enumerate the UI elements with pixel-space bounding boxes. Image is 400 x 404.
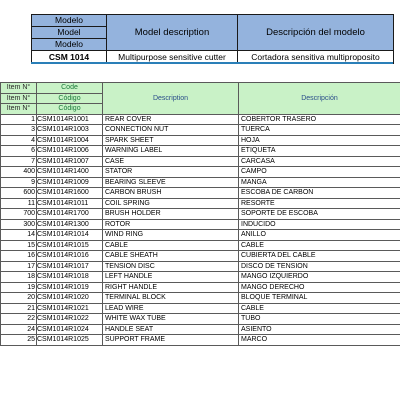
part-description-cell: CASE (103, 156, 239, 167)
part-description-cell: CARBON BRUSH (103, 188, 239, 199)
part-description-es-cell: CABLE (239, 240, 400, 251)
part-description-cell: RIGHT HANDLE (103, 282, 239, 293)
table-row (1, 261, 400, 272)
part-code-cell: CSM1014R1009 (37, 177, 103, 188)
part-description-cell: TERMINAL BLOCK (103, 293, 239, 304)
part-code-cell: CSM1014R1018 (37, 272, 103, 283)
table-row (1, 230, 400, 241)
part-description-es-cell: SOPORTE DE ESCOBA (239, 209, 400, 220)
model-description-heading: Model description (107, 15, 238, 51)
code-header: Código (37, 104, 103, 115)
part-description-es-cell: CARCASA (239, 156, 400, 167)
table-row (1, 188, 400, 199)
part-description-cell: TENSION DISC (103, 261, 239, 272)
part-description-cell: STATOR (103, 167, 239, 178)
model-label-3: Modelo (32, 39, 107, 51)
item-number-cell: 400 (1, 167, 37, 178)
item-number-cell: 4 (1, 135, 37, 146)
table-row (1, 177, 400, 188)
part-description-cell: HANDLE SEAT (103, 324, 239, 335)
part-description-es-cell: HOJA (239, 135, 400, 146)
table-row (1, 156, 400, 167)
part-description-cell: ROTOR (103, 219, 239, 230)
part-description-es-cell: ESCOBA DE CARBON (239, 188, 400, 199)
part-code-cell: CSM1014R1003 (37, 125, 103, 136)
part-description-cell: CABLE (103, 240, 239, 251)
table-row (1, 114, 400, 125)
part-description-cell: SPARK SHEET (103, 135, 239, 146)
item-number-cell: 3 (1, 125, 37, 136)
item-number-cell: 20 (1, 293, 37, 304)
item-number-cell: 16 (1, 251, 37, 262)
parts-table-body (1, 114, 400, 345)
part-code-cell: CSM1014R1400 (37, 167, 103, 178)
item-number-header: Item N° (1, 104, 37, 115)
part-description-es-cell: MANGO IZQUIERDO (239, 272, 400, 283)
part-code-cell: CSM1014R1019 (37, 282, 103, 293)
item-number-cell: 6 (1, 146, 37, 157)
part-code-cell: CSM1014R1011 (37, 198, 103, 209)
model-label-en: Modelo (32, 15, 107, 27)
model-description: Multipurpose sensitive cutter (107, 51, 238, 64)
code-header: Code (37, 83, 103, 94)
part-description-cell: SUPPORT FRAME (103, 335, 239, 346)
section-divider (31, 62, 393, 64)
part-code-cell: CSM1014R1022 (37, 314, 103, 325)
part-code-cell: CSM1014R1015 (37, 240, 103, 251)
model-description-es: Cortadora sensitiva multiproposito (238, 51, 394, 64)
item-number-cell: 24 (1, 324, 37, 335)
item-number-cell: 18 (1, 272, 37, 283)
table-row (1, 314, 400, 325)
model-header-table (31, 14, 394, 64)
part-description-es-cell: CABLE (239, 303, 400, 314)
model-label-2: Model (32, 27, 107, 39)
part-description-cell: WHITE WAX TUBE (103, 314, 239, 325)
part-description-es-cell: TUBO (239, 314, 400, 325)
item-number-cell: 15 (1, 240, 37, 251)
part-code-cell: CSM1014R1014 (37, 230, 103, 241)
part-code-cell: CSM1014R1025 (37, 335, 103, 346)
part-code-cell: CSM1014R1017 (37, 261, 103, 272)
item-number-cell: 17 (1, 261, 37, 272)
part-description-es-cell: MARCO (239, 335, 400, 346)
part-code-cell: CSM1014R1300 (37, 219, 103, 230)
part-description-cell: COIL SPRING (103, 198, 239, 209)
item-number-cell: 600 (1, 188, 37, 199)
table-row (1, 293, 400, 304)
item-number-cell: 9 (1, 177, 37, 188)
part-code-cell: CSM1014R1700 (37, 209, 103, 220)
item-number-cell: 14 (1, 230, 37, 241)
part-description-es-cell: ETIQUETA (239, 146, 400, 157)
part-description-es-cell: RESORTE (239, 198, 400, 209)
item-number-cell: 21 (1, 303, 37, 314)
description-header-es: Descripción (239, 83, 400, 115)
item-number-header: Item N° (1, 83, 37, 94)
part-description-cell: CONNECTION NUT (103, 125, 239, 136)
item-number-cell: 7 (1, 156, 37, 167)
part-description-cell: LEFT HANDLE (103, 272, 239, 283)
part-description-es-cell: CAMPO (239, 167, 400, 178)
part-code-cell: CSM1014R1021 (37, 303, 103, 314)
table-row (1, 272, 400, 283)
part-description-cell: WARNING LABEL (103, 146, 239, 157)
part-code-cell: CSM1014R1006 (37, 146, 103, 157)
item-number-cell: 700 (1, 209, 37, 220)
part-code-cell: CSM1014R1016 (37, 251, 103, 262)
model-code: CSM 1014 (32, 51, 107, 64)
table-row (1, 135, 400, 146)
table-row (1, 303, 400, 314)
item-number-cell: 1 (1, 114, 37, 125)
part-code-cell: CSM1014R1007 (37, 156, 103, 167)
part-description-cell: REAR COVER (103, 114, 239, 125)
item-number-cell: 19 (1, 282, 37, 293)
part-code-cell: CSM1014R1024 (37, 324, 103, 335)
table-row (1, 167, 400, 178)
part-description-cell: CABLE SHEATH (103, 251, 239, 262)
part-description-es-cell: COBERTOR TRASERO (239, 114, 400, 125)
table-row (1, 209, 400, 220)
table-row (1, 335, 400, 346)
part-code-cell: CSM1014R1001 (37, 114, 103, 125)
part-description-es-cell: TUERCA (239, 125, 400, 136)
table-row (1, 146, 400, 157)
table-row (1, 240, 400, 251)
code-header: Código (37, 93, 103, 104)
description-header: Description (103, 83, 239, 115)
item-number-header: Item N° (1, 93, 37, 104)
part-description-es-cell: ASIENTO (239, 324, 400, 335)
part-code-cell: CSM1014R1020 (37, 293, 103, 304)
table-row (1, 219, 400, 230)
item-number-cell: 22 (1, 314, 37, 325)
table-row (1, 198, 400, 209)
parts-table (0, 82, 400, 346)
part-description-es-cell: ANILLO (239, 230, 400, 241)
item-number-cell: 11 (1, 198, 37, 209)
part-description-es-cell: BLOQUE TERMINAL (239, 293, 400, 304)
part-description-es-cell: CUBIERTA DEL CABLE (239, 251, 400, 262)
table-row (1, 125, 400, 136)
part-description-es-cell: INDUCIDO (239, 219, 400, 230)
part-description-cell: BEARING SLEEVE (103, 177, 239, 188)
table-row (1, 251, 400, 262)
part-code-cell: CSM1014R1004 (37, 135, 103, 146)
model-description-heading-es: Descripción del modelo (238, 15, 394, 51)
part-code-cell: CSM1014R1600 (37, 188, 103, 199)
table-row (1, 282, 400, 293)
part-description-cell: LEAD WIRE (103, 303, 239, 314)
part-description-cell: WIND RING (103, 230, 239, 241)
part-description-es-cell: MANGO DERECHO (239, 282, 400, 293)
item-number-cell: 25 (1, 335, 37, 346)
table-row (1, 324, 400, 335)
part-description-es-cell: MANGA (239, 177, 400, 188)
item-number-cell: 300 (1, 219, 37, 230)
part-description-es-cell: DISCO DE TENSION (239, 261, 400, 272)
part-description-cell: BRUSH HOLDER (103, 209, 239, 220)
